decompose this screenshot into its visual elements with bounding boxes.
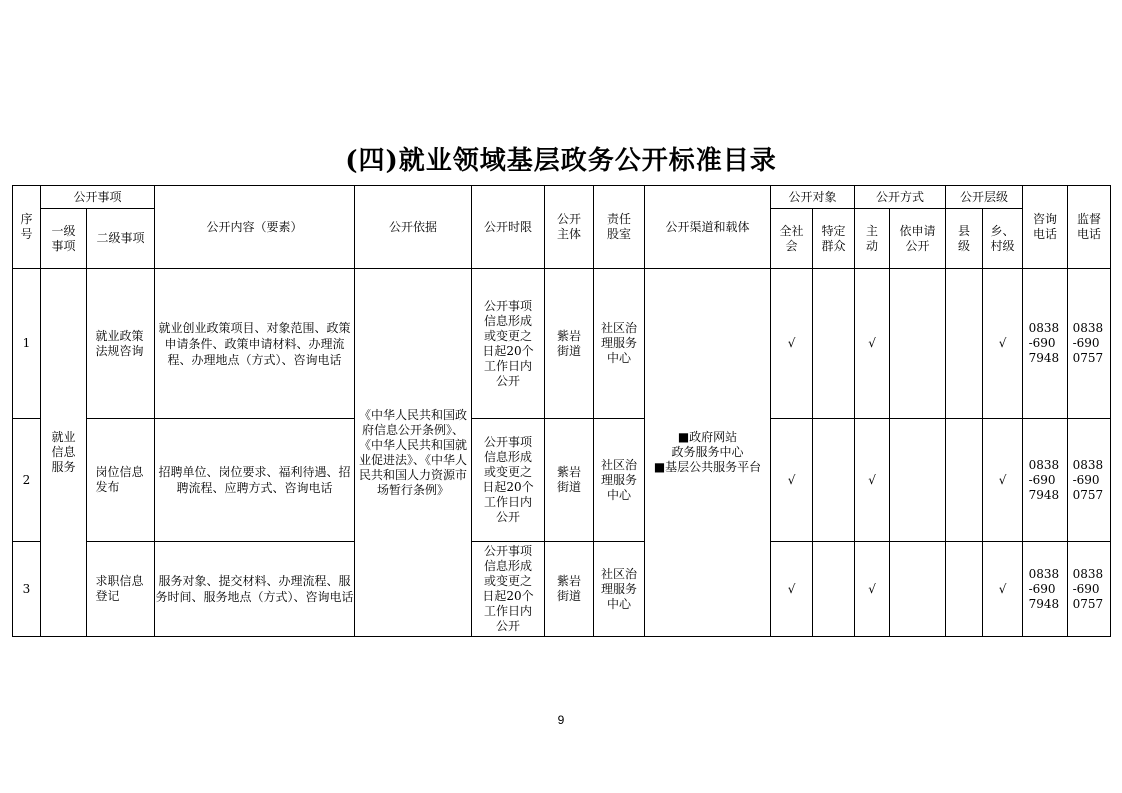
row-audience-specific: [813, 542, 855, 637]
row-time-limit: 公开事项信息形成或变更之日起20个工作日内公开: [472, 269, 545, 419]
header-audience-specific: 特定群众: [813, 209, 855, 269]
header-supervise-phone: 监督电话: [1068, 186, 1111, 269]
table-row: [13, 419, 1111, 542]
disclosure-channel: [645, 269, 771, 637]
row-method-request: [890, 419, 946, 542]
row-level2: 求职信息登记: [87, 542, 155, 637]
row-audience-all: √: [771, 542, 813, 637]
row-subject: 紫岩街道: [545, 269, 594, 419]
header-department: 责任股室: [594, 186, 645, 269]
table-row: [13, 269, 1111, 419]
header-row-1: [13, 186, 1111, 209]
row-level2: 就业政策法规咨询: [87, 269, 155, 419]
row-time-limit: 公开事项信息形成或变更之日起20个工作日内公开: [472, 419, 545, 542]
row-supervise-phone: 0838-6900757: [1068, 419, 1111, 542]
header-level: 公开层级: [946, 186, 1023, 209]
header-audience-all: 全社会: [771, 209, 813, 269]
header-time-limit: 公开时限: [472, 186, 545, 269]
row-level-village: √: [983, 269, 1023, 419]
row-audience-all: √: [771, 269, 813, 419]
row-content: 就业创业政策项目、对象范围、政策申请条件、政策申请材料、办理流程、办理地点（方式）、咨询电话: [155, 269, 355, 419]
row-department: 社区治理服务中心: [594, 269, 645, 419]
row-subject: 紫岩街道: [545, 542, 594, 637]
header-method-active: 主动: [855, 209, 890, 269]
header-consult-phone: 咨询电话: [1023, 186, 1068, 269]
header-audience: 公开对象: [771, 186, 855, 209]
row-time-limit: 公开事项信息形成或变更之日起20个工作日内公开: [472, 542, 545, 637]
channel-line: ■政府网站: [677, 430, 738, 444]
row-supervise-phone: 0838-6900757: [1068, 269, 1111, 419]
row-method-request: [890, 542, 946, 637]
row-subject: 紫岩街道: [545, 419, 594, 542]
header-method: 公开方式: [855, 186, 946, 209]
row-department: 社区治理服务中心: [594, 542, 645, 637]
header-level-village: 乡、村级: [983, 209, 1023, 269]
header-level-county: 县级: [946, 209, 983, 269]
level1-item: 就业信息服务: [41, 269, 87, 637]
header-level2: 二级事项: [87, 209, 155, 269]
header-method-request: 依申请公开: [890, 209, 946, 269]
page-title: (四)就业领域基层政务公开标准目录: [345, 146, 777, 176]
row-method-active: √: [855, 269, 890, 419]
header-level1: 一级事项: [41, 209, 87, 269]
header-channel: 公开渠道和载体: [645, 186, 771, 269]
row-content: 服务对象、提交材料、办理流程、服务时间、服务地点（方式）、咨询电话: [155, 542, 355, 637]
row-content: 招聘单位、岗位要求、福利待遇、招聘流程、应聘方式、咨询电话: [155, 419, 355, 542]
row-level-village: √: [983, 542, 1023, 637]
header-seq: 序号: [13, 186, 41, 269]
header-content: 公开内容（要素）: [155, 186, 355, 269]
row-method-active: √: [855, 419, 890, 542]
row-supervise-phone: 0838-6900757: [1068, 542, 1111, 637]
disclosure-catalog-table: [12, 185, 1111, 637]
channel-line: 政务服务中心: [671, 445, 744, 459]
channel-line: ■基层公共服务平台: [653, 460, 762, 474]
row-level-county: [946, 542, 983, 637]
row-level-county: [946, 269, 983, 419]
row-level-village: √: [983, 419, 1023, 542]
row-consult-phone: 0838-6907948: [1023, 542, 1068, 637]
row-level2: 岗位信息发布: [87, 419, 155, 542]
row-audience-specific: [813, 269, 855, 419]
table-row: [13, 542, 1111, 637]
row-method-request: [890, 269, 946, 419]
row-level-county: [946, 419, 983, 542]
row-method-active: √: [855, 542, 890, 637]
row-consult-phone: 0838-6907948: [1023, 419, 1068, 542]
header-subject: 公开主体: [545, 186, 594, 269]
disclosure-basis: 《中华人民共和国政府信息公开条例》、《中华人民共和国就业促进法》、《中华人民共和国人力资源市场暂行条例》: [355, 269, 472, 637]
header-basis: 公开依据: [355, 186, 472, 269]
row-consult-phone: 0838-6907948: [1023, 269, 1068, 419]
row-seq: 1: [13, 269, 41, 419]
row-department: 社区治理服务中心: [594, 419, 645, 542]
header-public-items: 公开事项: [41, 186, 155, 209]
row-audience-all: √: [771, 419, 813, 542]
row-seq: 3: [13, 542, 41, 637]
row-seq: 2: [13, 419, 41, 542]
page-number: 9: [557, 713, 565, 727]
row-audience-specific: [813, 419, 855, 542]
